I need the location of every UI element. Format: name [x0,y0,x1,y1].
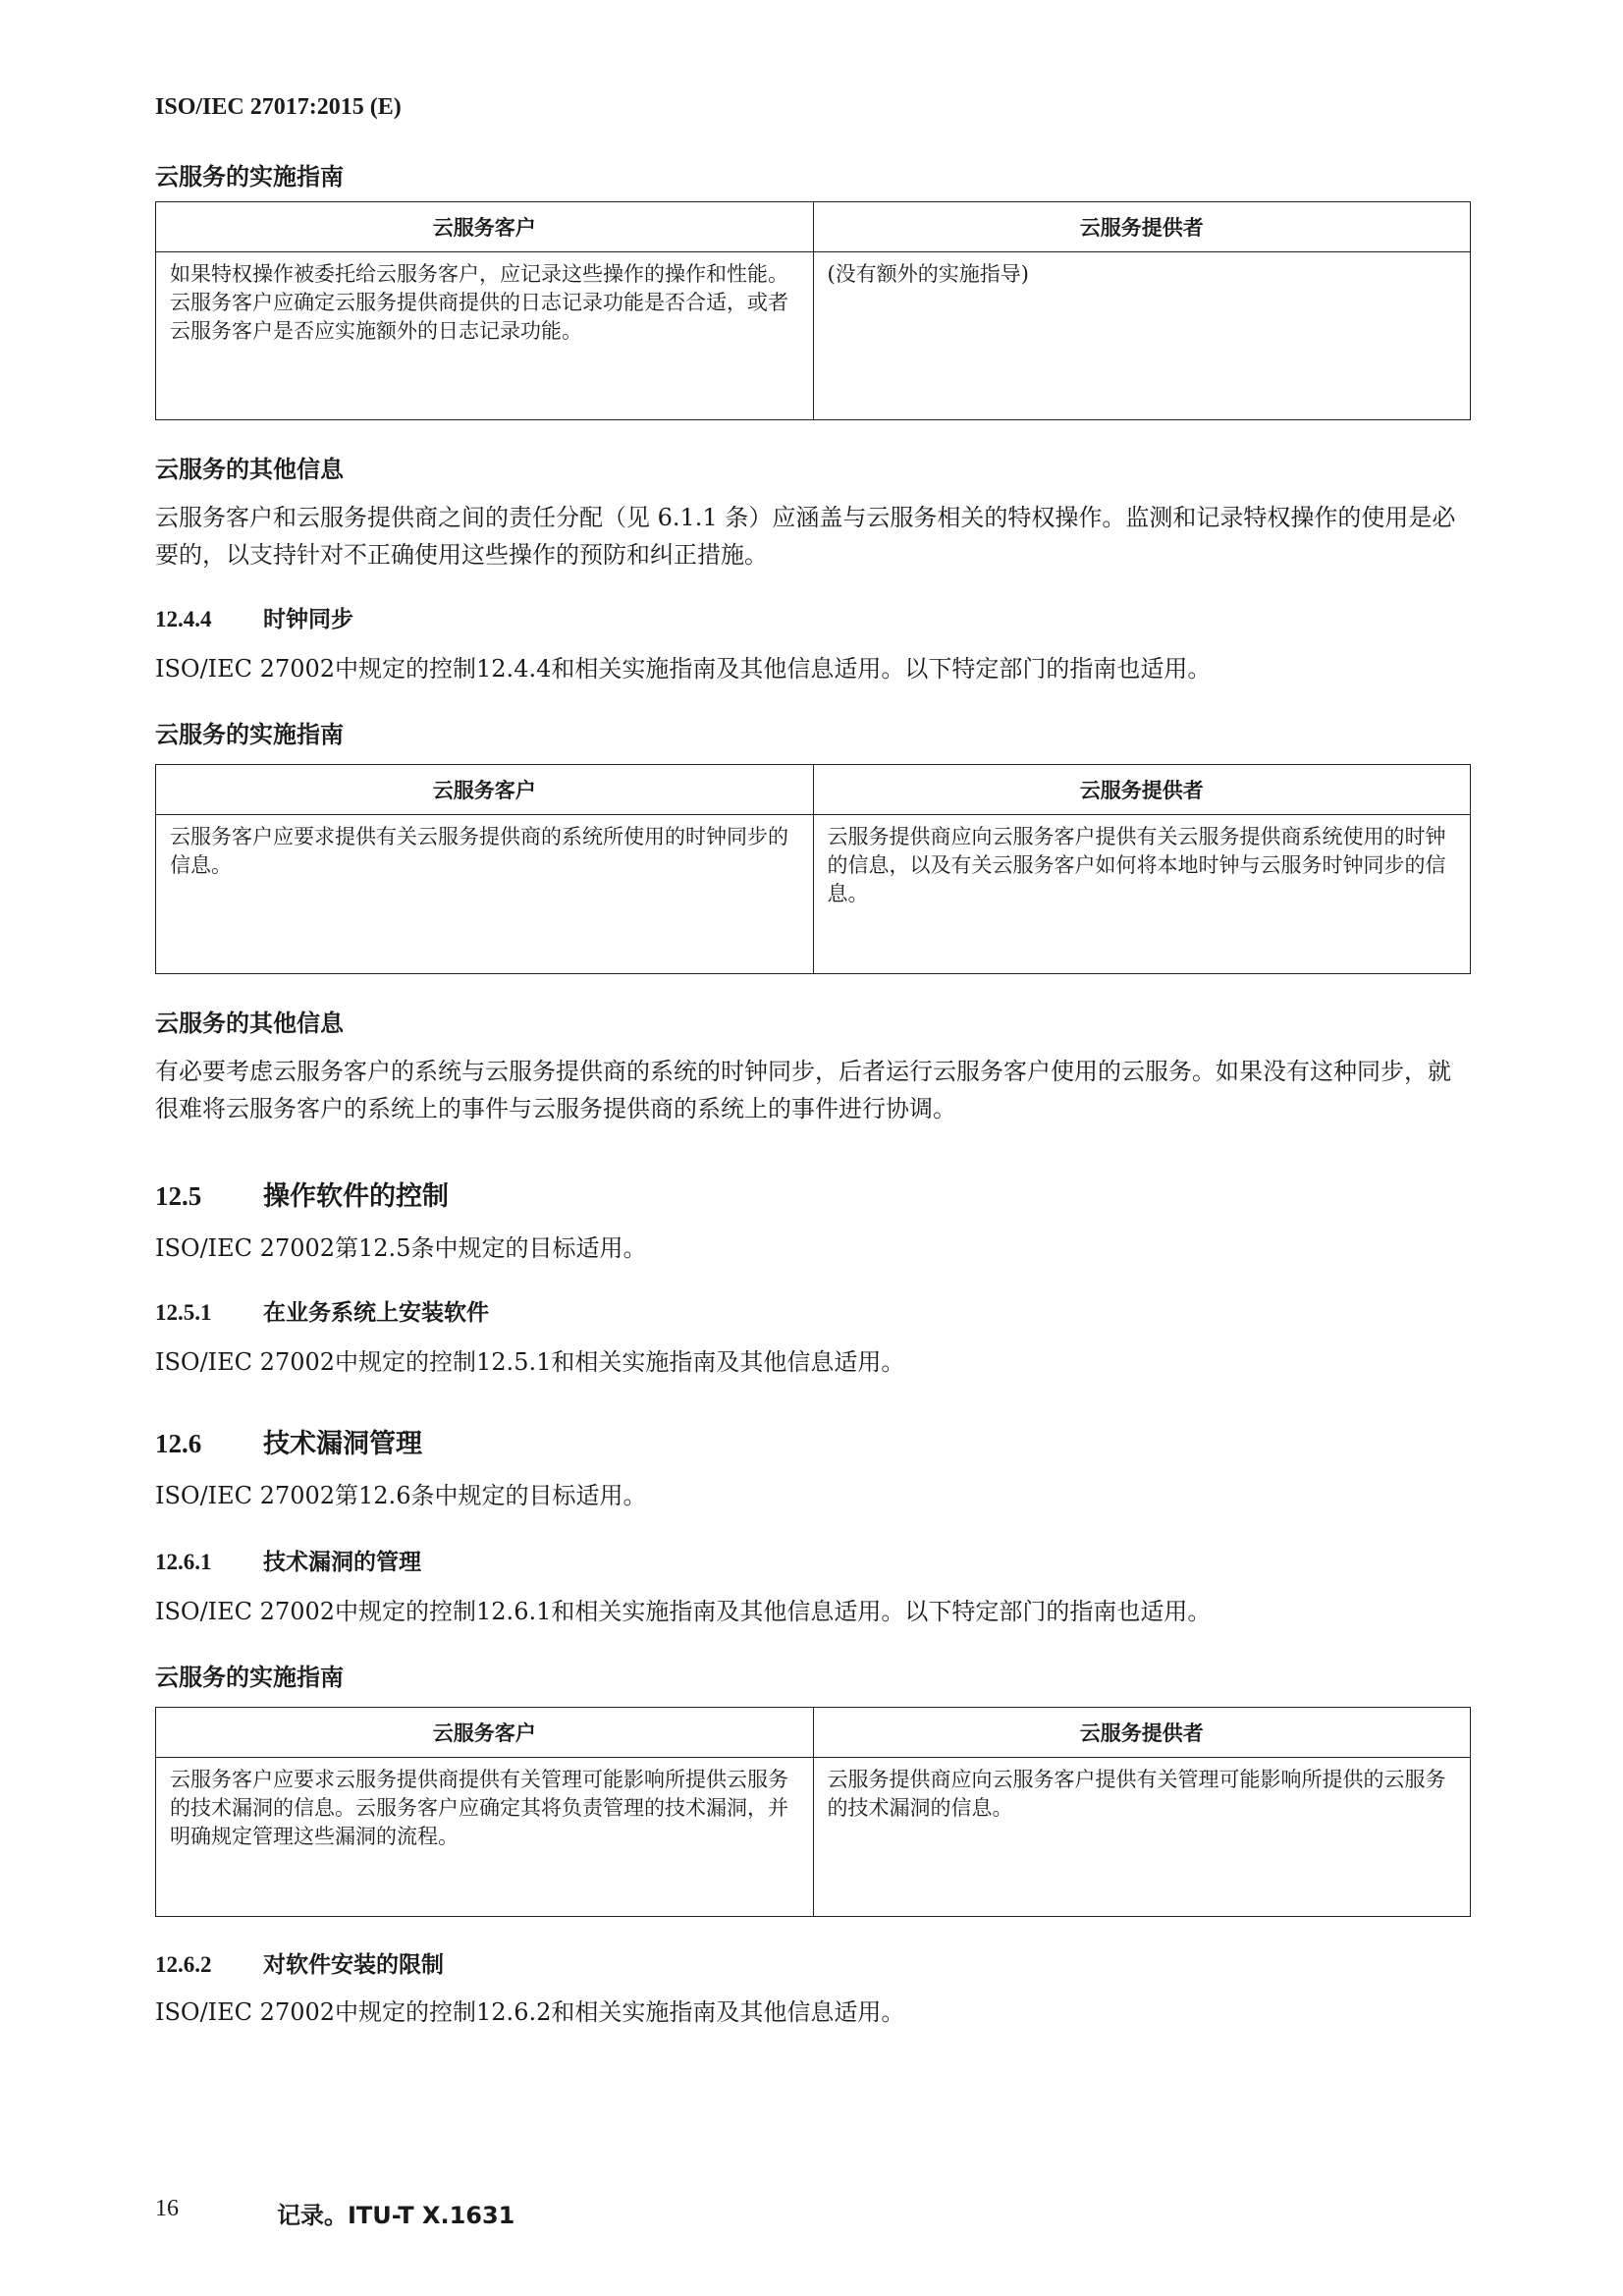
section-title: 对软件安装的限制 [263,1952,444,1978]
other-info-text: 有必要考虑云服务客户的系统与云服务提供商的系统的时钟同步，后者运行云服务客户使用的云服务。如果没有这种同步，就很难将云服务客户的系统上的事件与云服务提供商的系统上的事件进行协调。 [155,1058,1451,1122]
section-text: ISO/IEC 27002中规定的控制12.4.4和相关实施指南及其他信息适用。以下特定部门的指南也适用。 [155,655,1212,683]
column-header-customer: 云服务客户 [156,765,814,815]
table-header-row [156,765,1471,815]
customer-cell: 云服务客户应要求云服务提供商提供有关管理可能影响所提供云服务的技术漏洞的信息。云服务客户应确定其将负责管理的技术漏洞，并明确规定管理这些漏洞的流程。 [156,1758,814,1917]
guidance-table-1 [155,201,1471,420]
guidance-heading: 云服务的实施指南 [155,163,344,191]
section-text: ISO/IEC 27002中规定的控制12.5.1和相关实施指南及其他信息适用。 [155,1348,905,1376]
column-header-customer: 云服务客户 [156,202,814,252]
section-number: 12.6 [155,1429,202,1458]
customer-cell: 如果特权操作被委托给云服务客户，应记录这些操作的操作和性能。云服务客户应确定云服务提供商提供的日志记录功能是否合适，或者云服务客户是否应实施额外的日志记录功能。 [156,252,814,420]
section-title: 技术漏洞管理 [263,1429,422,1459]
table-row [156,252,1471,420]
table-row [156,1758,1471,1917]
other-info-heading: 云服务的其他信息 [155,1010,344,1037]
customer-cell: 云服务客户应要求提供有关云服务提供商的系统所使用的时钟同步的信息。 [156,815,814,974]
section-number: 12.4.4 [155,607,212,631]
section-title: 时钟同步 [263,607,353,632]
other-info-heading: 云服务的其他信息 [155,456,344,483]
column-header-provider: 云服务提供者 [813,1708,1471,1758]
section-text: ISO/IEC 27002中规定的控制12.6.2和相关实施指南及其他信息适用。 [155,1998,905,2026]
section-text: ISO/IEC 27002第12.5条中规定的目标适用。 [155,1234,647,1262]
section-number: 12.5.1 [155,1300,212,1325]
guidance-table-2 [155,764,1471,974]
guidance-heading: 云服务的实施指南 [155,1664,344,1691]
column-header-provider: 云服务提供者 [813,765,1471,815]
provider-cell: (没有额外的实施指导) [813,252,1471,420]
section-text: ISO/IEC 27002第12.6条中规定的目标适用。 [155,1482,647,1509]
section-number: 12.6.2 [155,1952,212,1977]
table-row [156,815,1471,974]
section-heading-12-6-2 [155,1946,1471,1979]
guidance-heading: 云服务的实施指南 [155,721,344,748]
section-title: 操作软件的控制 [263,1181,449,1212]
provider-cell: 云服务提供商应向云服务客户提供有关云服务提供商系统使用的时钟的信息，以及有关云服务客户如何将本地时钟与云服务时钟同步的信息。 [813,815,1471,974]
section-heading-12-5 [155,1175,1471,1213]
column-header-customer: 云服务客户 [156,1708,814,1758]
guidance-table-3 [155,1707,1471,1917]
footer-text: 记录。ITU-T X.1631 [277,2202,515,2229]
column-header-provider: 云服务提供者 [813,202,1471,252]
section-heading-12-4-4 [155,601,1471,633]
section-heading-12-6 [155,1422,1471,1460]
table-header-row [156,202,1471,252]
section-number: 12.5 [155,1181,202,1211]
section-title: 技术漏洞的管理 [263,1550,421,1575]
section-text: ISO/IEC 27002中规定的控制12.6.1和相关实施指南及其他信息适用。以下特定部门的指南也适用。 [155,1598,1212,1625]
section-heading-12-6-1 [155,1544,1471,1576]
page-number: 16 [155,2196,179,2221]
section-title: 在业务系统上安装软件 [263,1300,489,1326]
document-id: ISO/IEC 27017:2015 (E) [155,94,402,120]
table-header-row [156,1708,1471,1758]
other-info-text: 云服务客户和云服务提供商之间的责任分配（见 6.1.1 条）应涵盖与云服务相关的特权操作。监测和记录特权操作的使用是必要的，以支持针对不正确使用这些操作的预防和纠正措施。 [155,504,1456,569]
section-number: 12.6.1 [155,1550,212,1574]
provider-cell: 云服务提供商应向云服务客户提供有关管理可能影响所提供的云服务的技术漏洞的信息。 [813,1758,1471,1917]
section-heading-12-5-1 [155,1294,1471,1327]
